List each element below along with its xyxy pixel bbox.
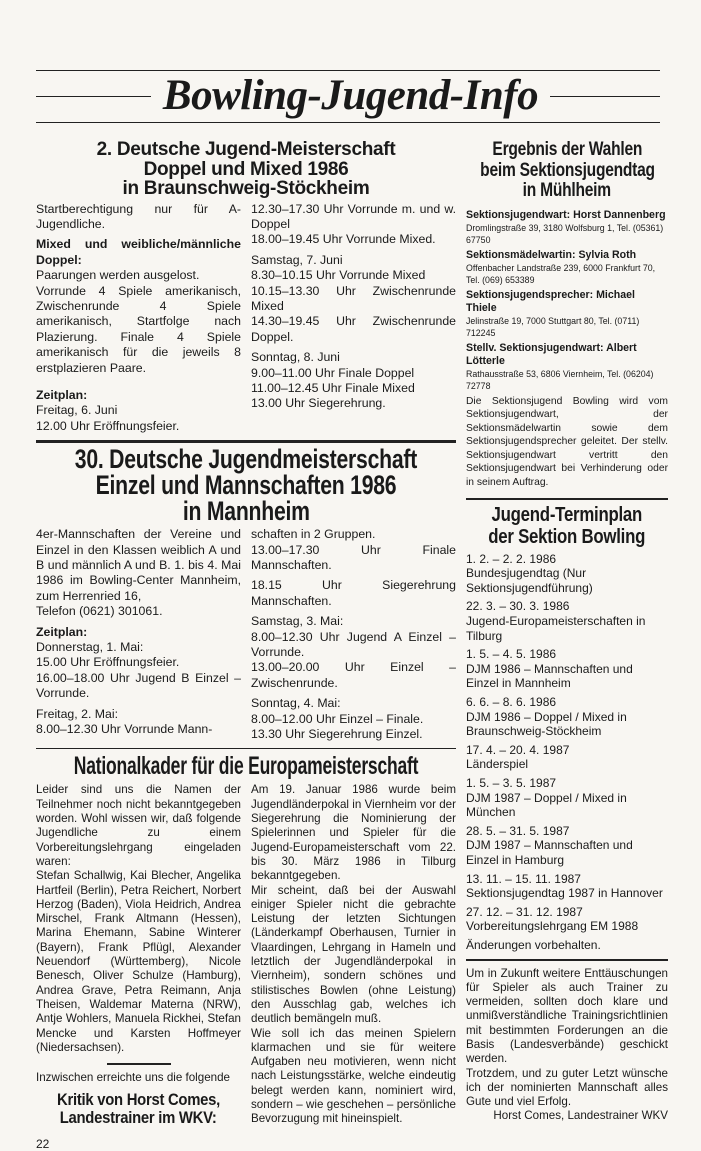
paragraph: 16.00–18.00 Uhr Jugend B Einzel – Vorrunde. <box>36 670 241 701</box>
termin-date: 27. 12. – 31. 12. 1987 <box>466 904 583 919</box>
paragraph: Trotzdem, und zu guter Letzt wünsche ich der nominierten Mannschaft alles Gute und viel Erfolg. <box>466 1066 668 1109</box>
officer-address: Dromlingstraße 39, 3180 Wolfsburg 1, Tel. (05361) 67750 <box>466 222 664 245</box>
einzel-col2 <box>251 527 456 742</box>
termin-text: Länderspiel <box>466 757 529 772</box>
heading-line <box>36 444 456 475</box>
heading-text: Jugend-Terminplan <box>491 502 643 526</box>
right-column <box>466 132 668 1124</box>
termin-item <box>466 824 668 868</box>
heading-line <box>466 161 668 182</box>
termin-text: DJM 1986 – Mannschaften und Einzel in Mannheim <box>466 661 633 691</box>
heading-text: Einzel und Mannschaften 1986 <box>95 470 397 501</box>
termin-date: 1. 2. – 2. 2. 1986 <box>466 551 557 566</box>
termin-text: DJM 1986 – Doppel / Mixed in Braunschweig-Stöckheim <box>466 709 627 739</box>
officer-role: Sektionsjugendsprecher: Michael Thiele <box>466 288 635 314</box>
paragraph: 15.00 Uhr Eröffnungsfeier. <box>36 655 180 670</box>
kader-col3 <box>466 967 668 1124</box>
kader-columns <box>36 783 456 1151</box>
kader-col1 <box>36 783 241 1055</box>
paragraph: 12.00 Uhr Eröffnungsfeier. <box>36 418 180 433</box>
heading-text: beim Sektionsjugendtag <box>479 159 655 181</box>
termin-text: Vorbereitungslehrgang EM 1988 <box>466 919 639 934</box>
paragraph: 11.00–12.45 Uhr Finale Mixed <box>251 380 415 395</box>
paragraph: 10.15–13.30 Uhr Zwischenrunde Mixed <box>251 283 456 313</box>
termin-item <box>466 552 668 596</box>
paragraph: Um in Zukunft weitere Enttäuschungen für Spieler als auch Trainer zu vermeiden, sollten doch klare und unmißverständliche Trainingsrichtlinien mit bestimmten Forderungen an die Basis (Landesverbände) geschickt werden. <box>466 966 668 1066</box>
heading-text: 2. Deutsche Jugend-Meisterschaft <box>96 139 396 160</box>
heading-text: Landestrainer im WKV: <box>60 1109 217 1128</box>
paragraph: 8.30–10.15 Uhr Vorrunde Mixed <box>251 268 426 283</box>
section-rule <box>36 440 456 443</box>
doppel-col1 <box>36 202 241 435</box>
termin-date: 1. 5. – 4. 5. 1986 <box>466 647 557 662</box>
page-number: 22 <box>36 1137 50 1151</box>
wahlen-heading <box>466 140 668 202</box>
officer-role: Sektionsjugendwart: Horst Dannenberg <box>466 208 666 221</box>
heading-text: in Braunschweig-Stöckheim <box>122 178 370 199</box>
heading-line <box>36 470 456 501</box>
paragraph: 13.00 Uhr Siegerehrung. <box>251 396 386 411</box>
paragraph: Sonntag, 4. Mai: <box>251 696 341 711</box>
kader-col2 <box>251 783 456 1126</box>
kader-col1-wrap <box>36 783 241 1151</box>
paragraph: Samstag, 7. Juni <box>251 252 343 267</box>
paragraph: Wie soll ich das meinen Spielern klarmachen und sie für weitere Aufgaben neu motivieren, wenn nicht nach Leistungsstärke, welche eindeutig belegt werden kann, nominiert wird, sondern – wie geschehen – persönliche Bevorzugung mit hineinspielt. <box>251 1026 456 1126</box>
termin-item <box>466 905 668 934</box>
paragraph: 13.30 Uhr Siegerehrung Einzel. <box>251 727 423 742</box>
officer-address: Offenbacher Landstraße 239, 6000 Frankfurt 70, Tel. (069) 653389 <box>466 262 656 285</box>
termin-text: DJM 1987 – Mannschaften und Einzel in Hamburg <box>466 838 633 867</box>
paragraph: 4er-Mannschaften der Vereine und Einzel in den Klassen weiblich A und B und männlich A und B. 1. bis 4. Mai 1986 im Bowling-Center Mannheim, zum Herrenried 16, <box>36 527 241 603</box>
termin-date: 1. 5. – 3. 5. 1987 <box>466 775 557 790</box>
termin-date: 6. 6. – 8. 6. 1986 <box>466 695 557 709</box>
einzel-col1 <box>36 527 241 737</box>
termin-text: Sektionsjugendtag 1987 in Hannover <box>466 886 663 901</box>
termin-text: Jugend-Europameisterschaften in Tilburg <box>466 614 646 643</box>
paragraph: Die Sektionsjugend Bowling wird vom Sektionsjugendwart, der Sektionsmädelwartin sowie dem Sektionsjugendsprecher geleitet. Der stellv. Sektionsjugendwart vertritt den Sektionsjugendwart bei Verhinderung oder in seinem Auftrag. <box>466 395 668 489</box>
kritik-heading <box>36 1091 241 1127</box>
left-area <box>36 132 456 1151</box>
paragraph: 12.30–17.30 Uhr Vorrunde m. und w. Doppel <box>251 201 456 231</box>
doppel-col2 <box>251 202 456 412</box>
termin-text: DJM 1987 – Doppel / Mixed in München <box>466 790 627 820</box>
heading-text: Nationalkader für die Europameisterschaft <box>73 752 419 781</box>
heading-text: Kritik von Horst Comes, <box>57 1091 220 1110</box>
heading-text: Ergebnis der Wahlen <box>492 139 642 160</box>
doppel-heading <box>36 140 456 199</box>
paragraph: Leider sind uns die Namen der Teilnehmer noch nicht bekanntgegeben worden. Wohl wissen wir, daß folgende Jugendliche zu einem Vorbereitungslehrgang eingeladen waren: <box>36 783 241 868</box>
paragraph: Freitag, 2. Mai: <box>36 706 119 721</box>
heading-line <box>36 179 456 199</box>
heading-text: Doppel und Mixed 1986 <box>143 158 349 180</box>
heading-text: in Mannheim <box>182 496 310 527</box>
termin-heading <box>466 504 668 548</box>
paragraph: 8.00–12.30 Uhr Vorrunde Mann- <box>36 722 213 737</box>
termin-list <box>466 552 668 953</box>
paragraph: 13.00–20.00 Uhr Einzel – Zwischenrunde. <box>251 660 456 690</box>
masthead-text: Bowling-Jugend-Info <box>151 72 550 119</box>
officer-address: Jelinstraße 19, 7000 Stuttgart 80, Tel. (0711) 712245 <box>466 315 640 338</box>
section-rule <box>466 959 668 961</box>
heading-text: in Mühlheim <box>522 180 612 201</box>
paragraph: 18.00–19.45 Uhr Vorrunde Mixed. <box>251 232 436 247</box>
subheading: Zeitplan: <box>36 387 88 402</box>
officer-role: Sektionsmädelwartin: Sylvia Roth <box>466 248 637 261</box>
paragraph: Freitag, 6. Juni <box>36 403 118 418</box>
officer-role: Stellv. Sektionsjugendwart: Albert Lötterle <box>466 341 637 367</box>
paragraph: Startberechtigung nur für A-Jugendliche. <box>36 201 241 231</box>
paragraph: Donnerstag, 1. Mai: <box>36 640 144 655</box>
paragraph: 18.15 Uhr Siegerehrung Mannschaften. <box>251 578 456 608</box>
paragraph: 9.00–11.00 Uhr Finale Doppel <box>251 365 415 380</box>
heading-line <box>36 160 456 180</box>
einzel-columns <box>36 527 456 742</box>
officer-address: Rathausstraße 53, 6806 Viernheim, Tel. (06204) 72778 <box>466 368 654 391</box>
heading-line <box>36 751 456 781</box>
einzel-heading <box>36 444 456 527</box>
page-content <box>36 132 668 1151</box>
short-rule <box>107 1063 171 1065</box>
termin-text: Bundesjugendtag (Nur Sektionsjugendführung) <box>466 566 593 595</box>
termin-item <box>466 599 668 643</box>
termin-date: 13. 11. – 15. 11. 1987 <box>466 871 581 886</box>
paragraph: Mir scheint, daß bei der Auswahl einiger Spieler nicht die gebrachte Leistung der letzten Sichtungen (Länderkampf Oberhausen, Turnier in Vlaardingen, Lehrgang in Hameln und letztlich der Jugendländerpokal in Viernheim), sondern schönes und stilistisches Bowlen (ohne Leistung) den Ausschlag gab, welches ich deutlich bemängeln muß. <box>251 883 456 1026</box>
paragraph: Telefon (0621) 301061. <box>36 604 163 619</box>
paragraph: 8.00–12.30 Uhr Jugend A Einzel – Vorrunde. <box>251 629 456 660</box>
masthead-title <box>0 70 701 122</box>
heading-line <box>466 140 668 161</box>
termin-note: Änderungen vorbehalten. <box>466 937 601 952</box>
termin-date: 22. 3. – 30. 3. 1986 <box>466 599 570 614</box>
heading-line <box>36 1109 241 1127</box>
termin-item <box>466 872 668 901</box>
wahlen-body <box>466 206 668 490</box>
doppel-columns <box>36 202 456 435</box>
termin-date: 28. 5. – 31. 5. 1987 <box>466 823 570 838</box>
termin-item <box>466 647 668 691</box>
subheading: Mixed und weibliche/männliche Doppel: <box>36 237 241 267</box>
section-rule <box>466 498 668 500</box>
kader-heading <box>36 751 456 781</box>
heading-line <box>36 140 456 160</box>
paragraph: 14.30–19.45 Uhr Zwischenrunde Doppel. <box>251 314 456 344</box>
signature: Horst Comes, Landestrainer WKV <box>493 1109 668 1123</box>
termin-item <box>466 695 668 739</box>
paragraph: Samstag, 3. Mai: <box>251 614 344 629</box>
paragraph: Am 19. Januar 1986 wurde beim Jugendländerpokal in Viernheim vor der Siegerehrung die Nominierung der Spielerinnen und Spieler für die Jugend-Europameisterschaft vom 22. bis 30. März 1986 in Tilburg bekanntgegeben. <box>251 783 456 883</box>
heading-line <box>36 496 456 527</box>
kader-intro: Inzwischen erreichte uns die folgende <box>36 1071 230 1085</box>
paragraph: schaften in 2 Gruppen. <box>251 527 376 542</box>
heading-line <box>466 504 668 526</box>
heading-line <box>466 526 668 548</box>
masthead-bottom-rule <box>36 122 660 123</box>
subheading: Zeitplan: <box>36 624 88 639</box>
termin-item <box>466 776 668 820</box>
paragraph: Paarungen werden ausgelost. <box>36 268 200 283</box>
paragraph: 13.00–17.30 Uhr Finale Mannschaften. <box>251 542 456 572</box>
heading-text: der Sektion Bowling <box>488 524 646 548</box>
paragraph: Vorrunde 4 Spiele amerikanisch, Zwischenrunde 4 Spiele amerikanisch, Startfolge nach Plazierung. Finale 4 Spiele amerikanisch für die jeweils 8 erstplazieren Paare. <box>36 283 241 375</box>
paragraph: Sonntag, 8. Juni <box>251 350 340 365</box>
heading-text: 30. Deutsche Jugendmeisterschaft <box>74 444 418 475</box>
section-rule <box>36 748 456 749</box>
heading-line <box>466 181 668 202</box>
heading-line <box>36 1091 241 1109</box>
paragraph: Stefan Schallwig, Kai Blecher, Angelika Hartfeil (Berlin), Petra Reichert, Norbert Herzog (Baden), Viola Heidrich, Andrea Mirschel, Frank Altmann (Hessen), Marina Ehemann, Sabine Winterer (Bayern), Frank Pflügl, Alexander Neuendorf (Württemberg), Nicole Benesch, Oliver Schulze (Hamburg), Andrea Grave, Petra Reimann, Anja Theisen, Waldemar Materna (NRW), Antje Wohlers, Manuela Rickhei, Stefan Mencke und Karsten Hoffmeyer (Niedersachsen). <box>36 869 241 1054</box>
termin-date: 17. 4. – 20. 4. 1987 <box>466 742 570 757</box>
paragraph: 8.00–12.00 Uhr Einzel – Finale. <box>251 711 424 726</box>
termin-item <box>466 743 668 772</box>
